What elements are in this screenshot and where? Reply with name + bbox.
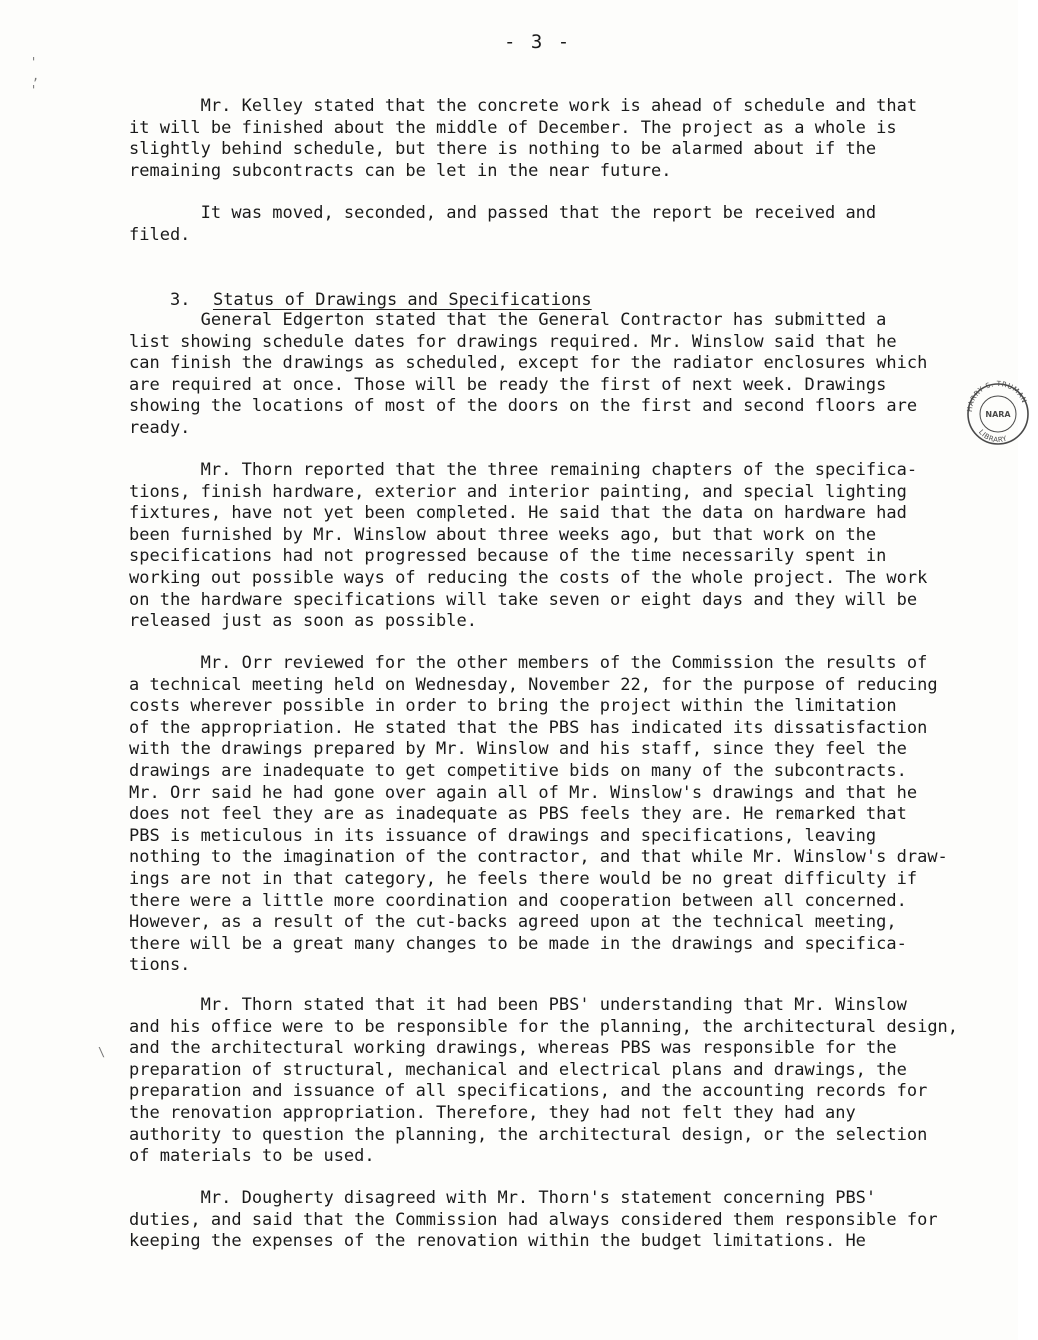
paragraph xyxy=(129,203,876,246)
text-line: PBS is meticulous in its issuance of drawings and specifications, leaving xyxy=(129,825,877,846)
text-line: Mr. Thorn stated that it had been PBS' understanding that Mr. Winslow xyxy=(129,995,907,1015)
text-line: nothing to the imagination of the contractor, and that while Mr. Winslow's draw- xyxy=(129,847,948,868)
text-line: does not feel they are as inadequate as PBS feels they are. He remarked that xyxy=(129,804,907,825)
text-line: there will be a great many changes to be made in the drawings and specifica- xyxy=(129,933,907,954)
library-stamp xyxy=(958,376,1029,446)
text-line: duties, and said that the Commission had always considered them responsible for xyxy=(129,1209,938,1230)
text-line: Mr. Orr reviewed for the other members of the Commission the results of xyxy=(129,653,928,673)
page-number: - 3 - xyxy=(504,31,572,53)
text-line: keeping the expenses of the renovation within the budget limitations. He xyxy=(129,1231,866,1252)
paragraph xyxy=(129,995,958,1168)
text-line: and the architectural working drawings, whereas PBS was responsible for the xyxy=(129,1038,897,1059)
paragraph xyxy=(129,1188,938,1253)
text-line: of materials to be used. xyxy=(129,1146,375,1167)
svg-text:LIBRARY: LIBRARY xyxy=(976,428,1009,445)
text-line: it will be finished about the middle of December. The project as a whole is xyxy=(129,117,897,138)
text-line: tions, finish hardware, exterior and interior painting, and special lighting xyxy=(129,481,907,502)
text-line: However, as a result of the cut-backs agreed upon at the technical meeting, xyxy=(129,912,897,933)
margin-mark: ' xyxy=(30,55,38,69)
text-line: working out possible ways of reducing the costs of the whole project. The work xyxy=(129,567,928,588)
margin-mark: \ xyxy=(98,1045,106,1059)
text-line: list showing schedule dates for drawings required. Mr. Winslow said that he xyxy=(129,331,897,352)
text-line: can finish the drawings as scheduled, except for the radiator enclosures which xyxy=(129,353,928,374)
text-line: and his office were to be responsible for the planning, the architectural design, xyxy=(129,1016,959,1037)
text-line: there were a little more coordination and cooperation between all concerned. xyxy=(129,890,907,911)
text-line: on the hardware specifications will take seven or eight days and they will be xyxy=(129,589,918,610)
text-line: Mr. Thorn reported that the three remaining chapters of the specifica- xyxy=(129,460,918,480)
library-stamp-seal xyxy=(958,376,1038,446)
text-line: are required at once. Those will be ready the first of next week. Drawings xyxy=(129,374,887,395)
svg-text:NARA: NARA xyxy=(985,410,1011,419)
text-line: authority to question the planning, the architectural design, or the selection xyxy=(129,1124,928,1145)
section-title: Status of Drawings and Specifications xyxy=(212,289,592,310)
margin-mark: ' xyxy=(30,83,38,97)
margin-mark: , xyxy=(32,69,40,83)
paragraph xyxy=(129,460,927,633)
text-line: specifications had not progressed because of the time necessarily spent in xyxy=(129,546,887,567)
text-line: General Edgerton stated that the General Contractor has submitted a xyxy=(129,310,887,330)
text-line: fixtures, have not yet been completed. He said that the data on hardware had xyxy=(129,503,907,524)
text-line: preparation of structural, mechanical and electrical plans and drawings, the xyxy=(129,1059,907,1080)
text-line: been furnished by Mr. Winslow about three weeks ago, but that work on the xyxy=(129,524,877,545)
paragraph xyxy=(129,653,948,977)
text-line: with the drawings prepared by Mr. Winslow and his staff, since they feel the xyxy=(129,739,907,760)
text-line: Mr. Orr said he had gone over again all of Mr. Winslow's drawings and that he xyxy=(129,782,918,803)
svg-text:HARRY S. TRUMAN: HARRY S. TRUMAN xyxy=(965,379,1029,413)
text-line: Mr. Dougherty disagreed with Mr. Thorn's statement concerning PBS' xyxy=(129,1188,877,1208)
text-line: tions. xyxy=(129,955,191,976)
text-line: released just as soon as possible. xyxy=(129,611,477,632)
paragraph xyxy=(129,310,927,440)
text-line: drawings are inadequate to get competitive bids on many of the subcontracts. xyxy=(129,760,907,781)
text-line: slightly behind schedule, but there is nothing to be alarmed about if the xyxy=(129,139,877,160)
paragraph xyxy=(129,96,917,182)
text-line: Mr. Kelley stated that the concrete work is ahead of schedule and that xyxy=(129,96,918,116)
text-line: the renovation appropriation. Therefore, they had not felt they had any xyxy=(129,1102,856,1123)
text-line: filed. xyxy=(129,224,191,245)
text-line: of the appropriation. He stated that the PBS has indicated its dissatisfaction xyxy=(129,717,928,738)
text-line: showing the locations of most of the doors on the first and second floors are xyxy=(129,396,918,417)
text-line: remaining subcontracts can be let in the near future. xyxy=(129,160,672,181)
text-line: ings are not in that category, he feels there would be no great difficulty if xyxy=(129,868,918,889)
text-line: costs wherever possible in order to bring the project within the limitation xyxy=(129,696,897,717)
text-line: preparation and issuance of all specifications, and the accounting records for xyxy=(129,1081,928,1102)
section-number: 3. xyxy=(169,289,191,310)
text-line: ready. xyxy=(129,417,191,438)
text-line: a technical meeting held on Wednesday, November 22, for the purpose of reducing xyxy=(129,674,938,695)
text-line: It was moved, seconded, and passed that the report be received and xyxy=(129,203,877,223)
